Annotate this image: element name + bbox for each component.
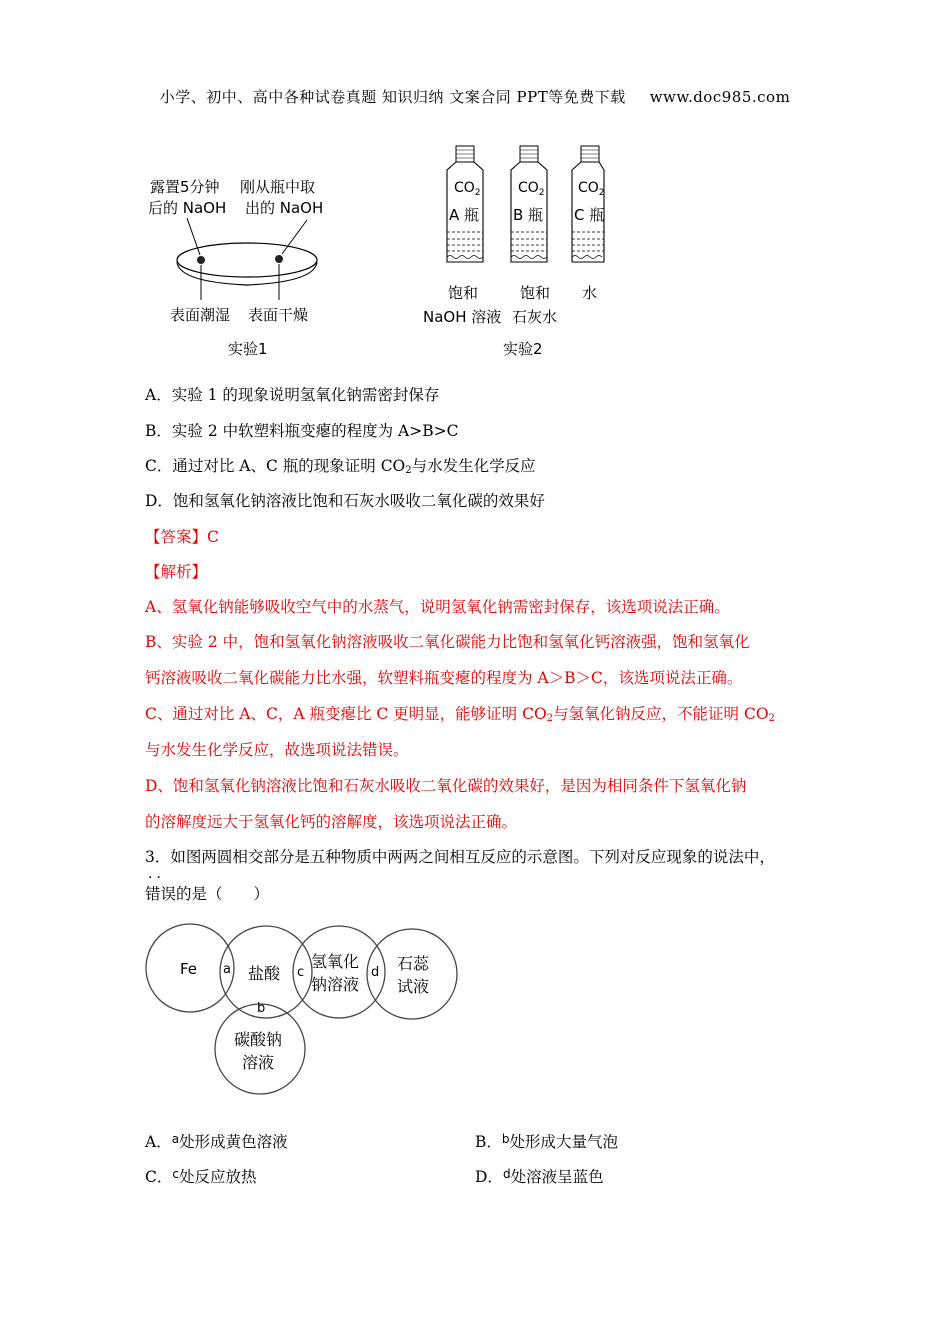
- liquid-1-line-2: NaOH 溶液: [423, 308, 502, 326]
- q3-option-b-letter: B．: [475, 1133, 502, 1151]
- q3-option-a-letter: A．: [145, 1133, 172, 1151]
- experiment-figure: [145, 140, 605, 370]
- fig1-label-left-2: 后的 NaOH: [148, 199, 227, 217]
- q3-option-b: [475, 1130, 618, 1152]
- bottle-a-gas-sub: 2: [474, 188, 481, 198]
- liquid-1-line-1: 饱和: [448, 284, 479, 302]
- analysis-c-sub-2: 2: [768, 713, 775, 724]
- q2-option-a: A．实验 1 的现象说明氢氧化钠需密封保存: [145, 386, 440, 404]
- label-naoh-1: 氢氧化: [311, 952, 360, 971]
- header-text: 小学、初中、高中各种试卷真题 知识归纳 文案合同 PPT等免费下载: [159, 88, 626, 106]
- q3-option-c-mark: c: [172, 1167, 179, 1181]
- q2-analysis-title: 【解析】: [145, 563, 208, 581]
- q3-option-a-mark: a: [171, 1132, 180, 1146]
- header-url[interactable]: www.doc985.com: [649, 88, 791, 106]
- analysis-c-1-pre: C、通过对比 A、C，A 瓶变瘪比 C 更明显，能够证明 CO: [145, 705, 547, 723]
- analysis-d-2: 的溶解度远大于氢氧化钙的溶解度，该选项说法正确。: [145, 813, 518, 831]
- reaction-diagram: [140, 918, 470, 1098]
- watch-glass-rim: [177, 262, 317, 285]
- label-litmus-2: 试液: [397, 977, 430, 996]
- liquid-3: 水: [582, 284, 598, 302]
- q3-option-a-text: 处形成黄色溶液: [179, 1133, 288, 1151]
- mark-d: d: [371, 965, 380, 980]
- q3-stem-line-1: 3．如图两圆相交部分是五种物质中两两之间相互反应的示意图。下列对反应现象的说法中，: [145, 848, 775, 866]
- bottle-c-label: C 瓶: [574, 206, 605, 224]
- circle-litmus: [367, 929, 457, 1019]
- mark-b: b: [257, 1001, 266, 1016]
- analysis-b-1: B、实验 2 中，饱和氢氧化钠溶液吸收二氧化碳能力比饱和氢氧化钙溶液强，饱和氢氧化: [145, 633, 750, 651]
- q3-option-c-text: 处反应放热: [178, 1168, 257, 1186]
- bottle-c: [572, 146, 605, 262]
- q3-option-b-text: 处形成大量气泡: [509, 1133, 619, 1151]
- analysis-a: A、氢氧化钠能够吸收空气中的水蒸气，说明氢氧化钠需密封保存，该选项说法正确。: [145, 598, 730, 616]
- naoh-pellet-dry: [275, 255, 283, 263]
- label-na2co3-2: 溶液: [242, 1053, 275, 1072]
- fig1-label-left-1: 露置5分钟: [150, 178, 220, 196]
- bottle-c-gas: CO: [578, 180, 599, 196]
- bottle-b: [511, 146, 547, 262]
- svg-text:CO2: [454, 180, 481, 198]
- naoh-pellet-wet: [197, 256, 205, 264]
- label-litmus-1: 石蕊: [397, 954, 430, 973]
- analysis-c-2: 与水发生化学反应，故选项说法错误。: [145, 741, 409, 759]
- label-na2co3-1: 碳酸钠: [234, 1030, 283, 1049]
- fig1-label-right-1: 刚从瓶中取: [240, 178, 316, 196]
- q3-option-a: [145, 1130, 288, 1152]
- fig1-caption: 实验1: [228, 340, 268, 358]
- svg-text:CO2: [518, 180, 545, 198]
- q2-answer: 【答案】C: [145, 528, 219, 546]
- q2-option-d: D．饱和氢氧化钠溶液比饱和石灰水吸收二氧化碳的效果好: [145, 492, 545, 510]
- bottle-b-label: B 瓶: [513, 206, 544, 224]
- analysis-c-1: [145, 703, 775, 730]
- fig1-label-right-2: 出的 NaOH: [245, 199, 324, 217]
- q2-option-c: [145, 455, 536, 482]
- svg-text:CO2: [578, 180, 605, 198]
- analysis-b-2: 钙溶液吸收二氧化碳能力比水强，软塑料瓶变瘪的程度为 A＞B＞C，该选项说法正确。: [145, 669, 743, 687]
- liquid-2-line-2: 石灰水: [512, 308, 558, 326]
- mark-a: a: [223, 962, 231, 977]
- fig1-bottom-left: 表面潮湿: [170, 306, 231, 324]
- experiment-1: [148, 178, 323, 358]
- bottle-b-gas-sub: 2: [538, 188, 545, 198]
- q3-option-d-text: 处溶液呈蓝色: [510, 1168, 604, 1186]
- liquid-2-line-1: 饱和: [520, 284, 551, 302]
- page-header: [0, 86, 950, 107]
- bottle-a-gas: CO: [454, 180, 475, 196]
- q2-option-b: B．实验 2 中软塑料瓶变瘪的程度为 A>B>C: [145, 422, 459, 440]
- q3-option-d: [475, 1165, 604, 1187]
- bottle-a: [447, 146, 483, 262]
- q3-option-c: [145, 1165, 257, 1187]
- analysis-c-sub: 2: [546, 713, 554, 724]
- q2-option-c-pre: C．通过对比 A、C 瓶的现象证明 CO: [145, 457, 406, 475]
- q3-option-d-letter: D．: [475, 1168, 503, 1186]
- q2-option-c-sub: 2: [405, 465, 412, 476]
- mark-c: c: [297, 965, 305, 980]
- label-acid: 盐酸: [248, 964, 281, 983]
- q2-option-c-post: 与水发生化学反应: [411, 457, 536, 475]
- fig1-bottom-right: 表面干燥: [248, 306, 309, 324]
- q3-option-d-mark: d: [502, 1167, 511, 1181]
- pointer-line: [282, 220, 307, 254]
- analysis-d-1: D、饱和氢氧化钠溶液比饱和石灰水吸收二氧化碳的效果好，是因为相同条件下氢氧化钠: [145, 777, 747, 795]
- q3-emphasis: 错误: [145, 885, 177, 903]
- label-naoh-2: 钠溶液: [311, 975, 360, 994]
- label-fe: Fe: [180, 960, 198, 978]
- fig2-caption: 实验2: [503, 340, 543, 358]
- q3-option-b-mark: b: [501, 1132, 510, 1146]
- q3-stem-rest: 的是（ ）: [176, 885, 270, 903]
- analysis-c-1-mid: 与氢氧化钠反应，不能证明 CO: [553, 705, 769, 723]
- bottle-a-label: A 瓶: [449, 206, 480, 224]
- bottle-b-gas: CO: [518, 180, 539, 196]
- q3-stem-line-2: [145, 883, 269, 905]
- q3-option-c-letter: C．: [145, 1168, 173, 1186]
- emphasis-dots: ··: [148, 870, 165, 886]
- experiment-2: [423, 146, 605, 358]
- bottle-c-gas-sub: 2: [598, 188, 605, 198]
